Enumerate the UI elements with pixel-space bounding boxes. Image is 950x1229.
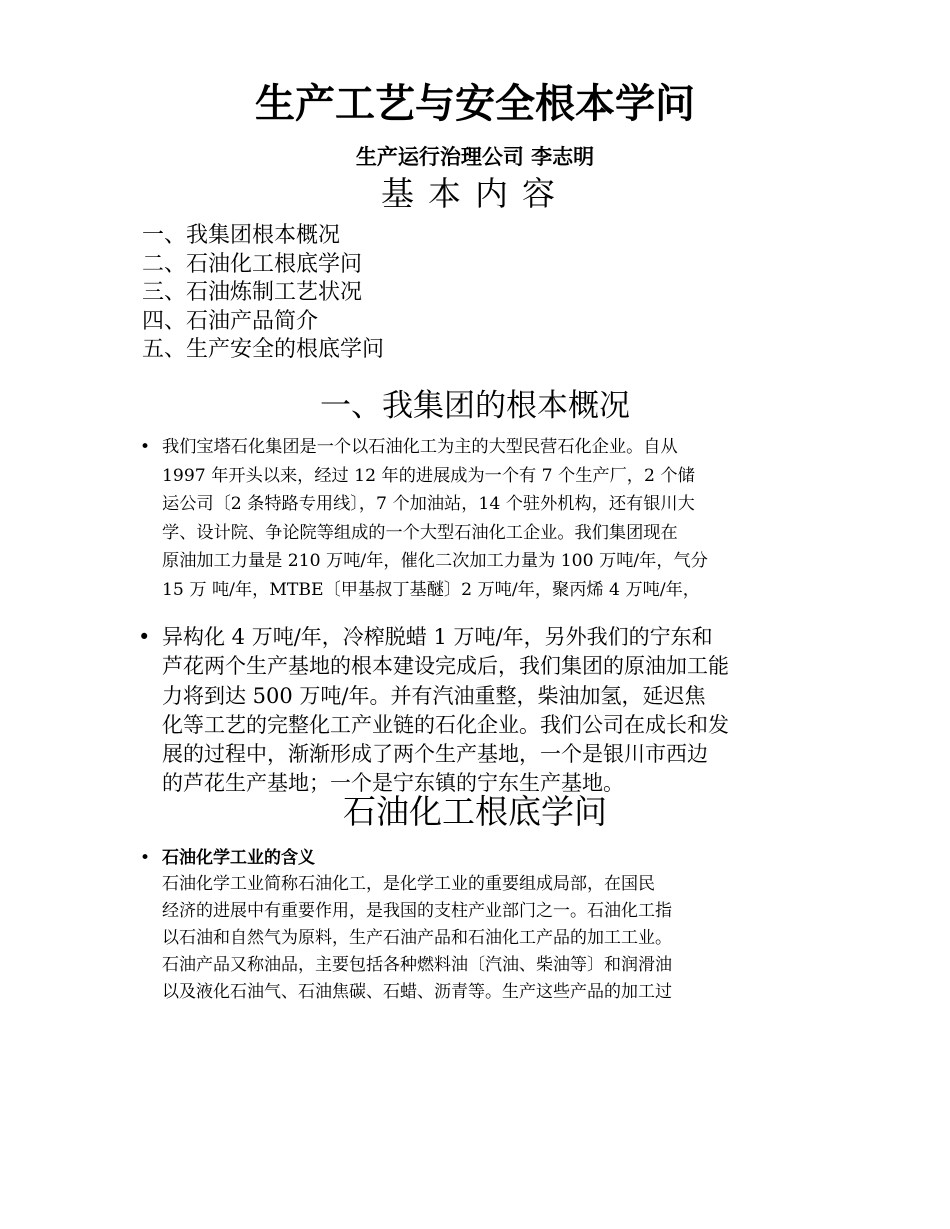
paragraph-line: 以及液化石油气、石油焦碳、石蜡、沥青等。生产这些产品的加工过 bbox=[162, 982, 672, 1002]
contents-heading: 基本内容 bbox=[381, 174, 569, 213]
toc-item: 四、石油产品简介 bbox=[142, 308, 319, 334]
section2-paragraph bbox=[162, 871, 817, 1006]
section1-heading: 一、我集团的根本概况 bbox=[320, 388, 630, 424]
bullet-icon: • bbox=[140, 437, 151, 457]
paragraph-line: 运公司〔2 条特路专用线〕，7 个加油站，14 个驻外机构，还有银川大 bbox=[162, 494, 695, 514]
paragraph-line: 的芦花生产基地；一个是宁东镇的宁东生产基地。 bbox=[162, 771, 624, 796]
toc-item: 二、石油化工根底学问 bbox=[142, 251, 363, 277]
paragraph-line: 力将到达 500 万吨/年。并有汽油重整，柴油加氢，延迟焦 bbox=[162, 683, 706, 708]
section1-paragraph-1 bbox=[162, 433, 822, 604]
document-author: 生产运行治理公司 李志明 bbox=[355, 145, 595, 169]
paragraph-line: 以石油和自然气为原料，生产石油产品和石油化工产品的加工工业。 bbox=[162, 928, 672, 948]
paragraph-line: 原油加工力量是 210 万吨/年，催化二次加工力量为 100 万吨/年，气分 bbox=[162, 551, 708, 571]
section1-paragraph-2 bbox=[162, 623, 812, 799]
toc-item: 一、我集团根本概况 bbox=[142, 223, 341, 248]
section2-heading: 石油化工根底学问 bbox=[343, 792, 607, 831]
bullet-icon: • bbox=[138, 625, 151, 649]
paragraph-line: 经济的进展中有重要作用，是我国的支柱产业部门之一。石油化工指 bbox=[162, 901, 672, 921]
paragraph-line: 石油化学工业简称石油化工，是化学工业的重要组成局部，在国民 bbox=[162, 874, 655, 894]
paragraph-line: 展的过程中，渐渐形成了两个生产基地，一个是银川市西边 bbox=[162, 742, 708, 767]
paragraph-line: 15 万 吨/年，MTBE〔甲基叔丁基醚〕2 万吨/年，聚丙烯 4 万吨/年， bbox=[162, 579, 700, 600]
paragraph-line: 我们宝塔石化集团是一个以石油化工为主的大型民营石化企业。自从 bbox=[162, 437, 678, 457]
toc-item: 三、石油炼制工艺状况 bbox=[142, 280, 363, 305]
paragraph-line: 化等工艺的完整化工产业链的石化企业。我们公司在成长和发 bbox=[162, 712, 729, 737]
paragraph-line: 异构化 4 万吨/年，冷榨脱蜡 1 万吨/年，另外我们的宁东和 bbox=[162, 625, 713, 649]
paragraph-line: 石油产品又称油品，主要包括各种燃料油〔汽油、柴油等〕和润滑油 bbox=[162, 955, 672, 975]
document-title: 生产工艺与安全根本学问 bbox=[255, 81, 695, 127]
table-of-contents bbox=[142, 222, 642, 365]
section2-subtitle: 石油化学工业的含义 bbox=[162, 848, 315, 868]
paragraph-line: 芦花两个生产基地的根本建设完成后，我们集团的原油加工能 bbox=[162, 654, 729, 679]
paragraph-line: 1997 年开头以来，经过 12 年的进展成为一个有 7 个生产厂，2 个储 bbox=[162, 465, 695, 486]
paragraph-line: 学、设计院、争论院等组成的一个大型石油化工企业。我们集团现在 bbox=[162, 522, 678, 543]
bullet-icon: • bbox=[140, 848, 151, 868]
toc-item: 五、生产安全的根底学问 bbox=[142, 337, 385, 362]
